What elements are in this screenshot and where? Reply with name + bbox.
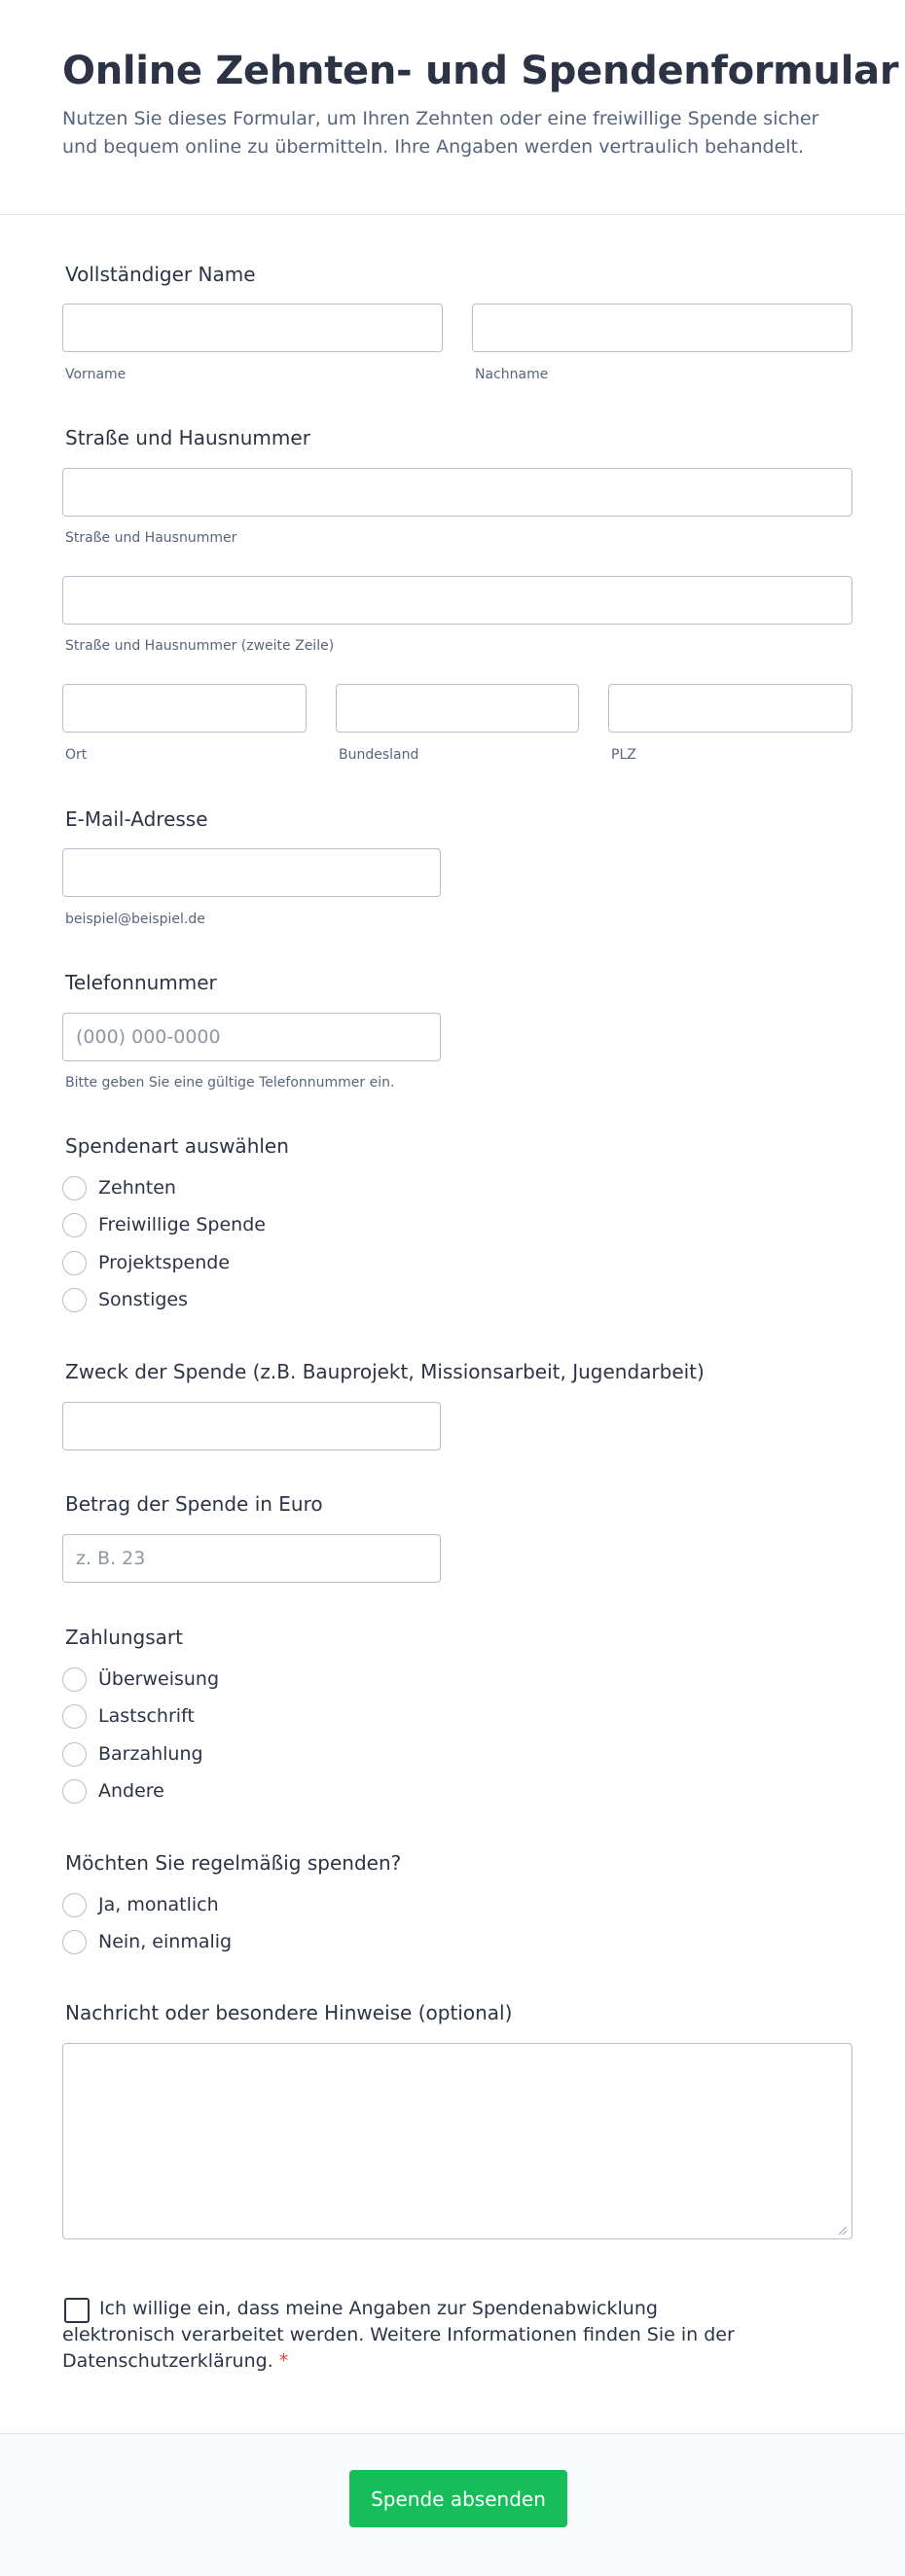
recurring-option-once[interactable] — [62, 1928, 232, 1955]
amount-label: Betrag der Spende in Euro — [65, 1492, 323, 1516]
resize-grip-icon[interactable] — [836, 2224, 848, 2236]
first-name-input[interactable] — [62, 304, 443, 352]
donation-type-option-zehnten[interactable] — [62, 1174, 176, 1201]
phone-input[interactable] — [62, 1013, 441, 1061]
radio-button[interactable] — [62, 1930, 87, 1954]
radio-button[interactable] — [62, 1251, 87, 1275]
phone-sublabel: Bitte geben Sie eine gültige Telefonnummer ein. — [65, 1075, 395, 1091]
consent-text — [62, 2296, 763, 2375]
address-label: Straße und Hausnummer — [65, 426, 310, 449]
radio-label: Sonstiges — [98, 1289, 189, 1310]
radio-button[interactable] — [62, 1704, 87, 1729]
radio-label: Ja, monatlich — [98, 1894, 219, 1915]
donation-type-label: Spendenart auswählen — [65, 1134, 289, 1158]
radio-label: Überweisung — [98, 1668, 220, 1690]
radio-label: Andere — [98, 1780, 164, 1802]
street-line1-input[interactable] — [62, 468, 852, 517]
radio-button[interactable] — [62, 1176, 87, 1200]
first-name-sublabel: Vorname — [65, 367, 127, 382]
recurring-label: Möchten Sie regelmäßig spenden? — [65, 1851, 402, 1875]
message-label: Nachricht oder besondere Hinweise (optional) — [65, 2001, 513, 2024]
full-name-label: Vollständiger Name — [65, 263, 256, 286]
donation-type-option-freiwillige-spende[interactable] — [62, 1211, 266, 1238]
radio-button[interactable] — [62, 1742, 87, 1767]
donation-type-option-projektspende[interactable] — [62, 1249, 230, 1276]
street-line1-sublabel: Straße und Hausnummer — [65, 530, 237, 546]
state-input[interactable] — [336, 684, 579, 733]
radio-button[interactable] — [62, 1893, 87, 1917]
amount-input[interactable] — [62, 1534, 441, 1583]
purpose-input[interactable] — [62, 1402, 441, 1450]
email-sublabel: beispiel@beispiel.de — [65, 912, 205, 927]
consent-checkbox[interactable] — [64, 2298, 90, 2323]
required-asterisk: * — [278, 2350, 289, 2372]
radio-label: Zehnten — [98, 1177, 176, 1199]
last-name-sublabel: Nachname — [475, 367, 549, 382]
payment-option-lastschrift[interactable] — [62, 1702, 195, 1730]
purpose-label: Zweck der Spende (z.B. Bauprojekt, Missionsarbeit, Jugendarbeit) — [65, 1360, 705, 1383]
radio-button[interactable] — [62, 1213, 87, 1237]
radio-label: Freiwillige Spende — [98, 1214, 266, 1235]
radio-label: Lastschrift — [98, 1705, 195, 1727]
form-description: Nutzen Sie dieses Formular, um Ihren Zehnten oder eine freiwillige Spende sicher und bequem online zu übermitteln. Ihre Angaben werden vertraulich behandelt. — [62, 108, 819, 158]
payment-label: Zahlungsart — [65, 1626, 183, 1649]
submit-donation-button[interactable]: Spende absenden — [349, 2470, 567, 2527]
email-label: E-Mail-Adresse — [65, 807, 208, 831]
form-title: Online Zehnten- und Spendenformular — [62, 49, 899, 93]
radio-button[interactable] — [62, 1779, 87, 1804]
recurring-option-monthly[interactable] — [62, 1891, 219, 1918]
street-line2-sublabel: Straße und Hausnummer (zweite Zeile) — [65, 638, 335, 654]
payment-option-andere[interactable] — [62, 1777, 164, 1805]
street-line2-input[interactable] — [62, 576, 852, 625]
form-header — [0, 0, 905, 215]
payment-option-ueberweisung[interactable] — [62, 1665, 219, 1693]
email-input[interactable] — [62, 848, 441, 897]
zip-sublabel: PLZ — [611, 747, 636, 763]
state-sublabel: Bundesland — [339, 747, 419, 763]
radio-label: Projektspende — [98, 1252, 231, 1273]
radio-label: Barzahlung — [98, 1743, 203, 1765]
consent-text-body: Ich willige ein, dass meine Angaben zur Spendenabwicklung elektronisch verarbeitet werden. Weitere Informationen finden Sie in der Datenschutzerklärung. — [62, 2298, 735, 2372]
phone-label: Telefonnummer — [65, 971, 217, 994]
city-input[interactable] — [62, 684, 307, 733]
radio-button[interactable] — [62, 1667, 87, 1692]
message-textarea[interactable] — [62, 2043, 852, 2239]
payment-option-barzahlung[interactable] — [62, 1740, 203, 1768]
last-name-input[interactable] — [472, 304, 852, 352]
radio-label: Nein, einmalig — [98, 1931, 233, 1952]
donation-type-option-sonstiges[interactable] — [62, 1286, 188, 1313]
zip-input[interactable] — [608, 684, 852, 733]
city-sublabel: Ort — [65, 747, 88, 763]
radio-button[interactable] — [62, 1288, 87, 1312]
